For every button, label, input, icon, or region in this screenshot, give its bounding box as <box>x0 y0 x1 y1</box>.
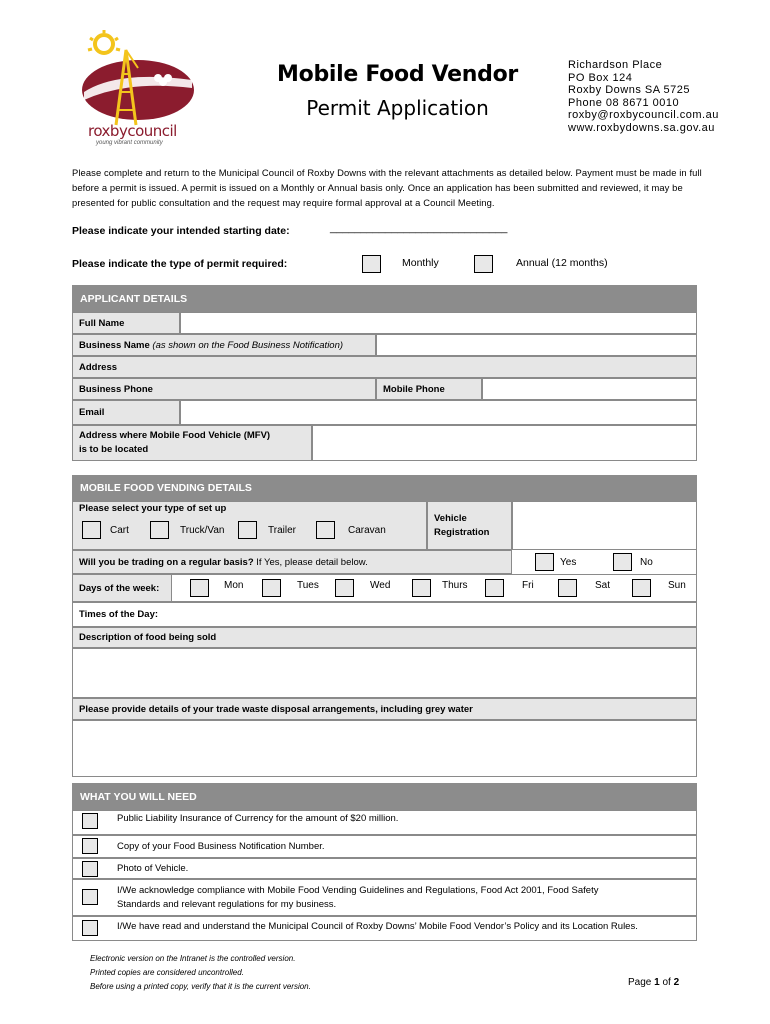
footer-line: Before using a printed copy, verify that it is the current version. <box>90 982 311 991</box>
need-item5-checkbox[interactable] <box>82 920 98 936</box>
council-contact <box>568 59 719 135</box>
waste-field[interactable] <box>72 720 697 777</box>
mon-label: Mon <box>224 580 244 591</box>
yes-checkbox[interactable] <box>535 553 554 571</box>
address-label: Address <box>72 356 697 378</box>
contact-line: PO Box 124 <box>568 71 633 84</box>
mobile-phone-field[interactable] <box>482 378 697 400</box>
logo-graphic <box>78 30 198 130</box>
permit-type-label: Please indicate the type of permit required: <box>72 258 288 270</box>
annual-label: Annual (12 months) <box>516 257 608 269</box>
need-item2: Copy of your Food Business Notification Number. <box>117 841 325 852</box>
page-of: of <box>659 977 674 988</box>
monthly-checkbox[interactable] <box>362 255 381 273</box>
email-field[interactable] <box>180 400 697 425</box>
need-item3-checkbox[interactable] <box>82 861 98 877</box>
contact-line: Phone 08 8671 0010 <box>568 96 680 109</box>
contact-line: Richardson Place <box>568 59 663 71</box>
annual-checkbox[interactable] <box>474 255 493 273</box>
need-item1-checkbox[interactable] <box>82 813 98 829</box>
footer-line: Printed copies are considered uncontrolled. <box>90 968 244 977</box>
trailer-checkbox[interactable] <box>238 521 257 539</box>
cart-label: Cart <box>110 525 129 536</box>
no-checkbox[interactable] <box>613 553 632 571</box>
need-item4-line1: I/We acknowledge compliance with Mobile Food Vending Guidelines and Regulations, Food Act 2001, Food Safety <box>117 885 599 896</box>
need-item1: Public Liability Insurance of Currency for the amount of $20 million. <box>117 813 399 824</box>
rego-line1: Vehicle <box>434 512 467 524</box>
setup-label: Please select your type of set up <box>79 503 227 514</box>
need-item2-checkbox[interactable] <box>82 838 98 854</box>
caravan-checkbox[interactable] <box>316 521 335 539</box>
start-date-label: Please indicate your intended starting date: <box>72 225 290 237</box>
page-title: Mobile Food Vendor <box>277 62 518 87</box>
sun-label: Sun <box>668 580 686 591</box>
days-label: Days of the week: <box>72 574 172 602</box>
email-label: Email <box>72 400 180 425</box>
description-label: Description of food being sold <box>72 627 697 648</box>
mfv-address-line2: is to be located <box>79 444 149 455</box>
logo-brand: roxbycouncil <box>88 122 177 140</box>
rego-field[interactable] <box>512 501 697 550</box>
fri-label: Fri <box>522 580 534 591</box>
footer-line: Electronic version on the Intranet is the controlled version. <box>90 954 296 963</box>
caravan-label: Caravan <box>348 525 386 536</box>
regular-label: Will you be trading on a regular basis? <box>79 557 254 568</box>
monthly-label: Monthly <box>402 257 439 269</box>
truck-label: Truck/Van <box>180 525 225 536</box>
applicant-heading: APPLICANT DETAILS <box>72 285 697 312</box>
full-name-label: Full Name <box>72 312 180 334</box>
mfv-address-field[interactable] <box>312 425 697 461</box>
truck-checkbox[interactable] <box>150 521 169 539</box>
full-name-field[interactable] <box>180 312 697 334</box>
page-subtitle: Permit Application <box>306 96 489 120</box>
sat-checkbox[interactable] <box>558 579 577 597</box>
intro-paragraph: Please complete and return to the Municipal Council of Roxby Downs with the relevant attachments as detailed below. Payment must be made in full before a permit is issued. A permit is issued on a Monthly or Annual basis only. Once an application has been submitted and reviewed, it may be presented for public consultation and the request may require formal approval at a Council Meeting. <box>72 167 702 208</box>
business-name-text: Business Name <box>79 339 150 351</box>
tues-checkbox[interactable] <box>262 579 281 597</box>
sun-checkbox[interactable] <box>632 579 651 597</box>
mfv-address-line1: Address where Mobile Food Vehicle (MFV) <box>79 430 271 441</box>
sat-label: Sat <box>595 580 611 591</box>
page-total: 2 <box>673 977 680 988</box>
need-item4-line2: Standards and relevant regulations for my business. <box>117 899 337 910</box>
need-item5: I/We have read and understand the Municipal Council of Roxby Downs’ Mobile Food Vendor’s Policy and its Location Rules. <box>117 921 638 932</box>
yes-label: Yes <box>560 557 577 568</box>
mobile-phone-label: Mobile Phone <box>376 378 482 400</box>
vending-heading: MOBILE FOOD VENDING DETAILS <box>72 475 697 501</box>
need-item3: Photo of Vehicle. <box>117 863 189 874</box>
contact-website[interactable]: www.roxbydowns.sa.gov.au <box>568 121 715 134</box>
business-name-field[interactable] <box>376 334 697 356</box>
thurs-label: Thurs <box>442 580 468 591</box>
page-number <box>628 977 679 988</box>
tues-label: Tues <box>297 580 319 591</box>
no-label: No <box>640 557 653 568</box>
mon-checkbox[interactable] <box>190 579 209 597</box>
business-name-note: (as shown on the Food Business Notification) <box>152 339 344 351</box>
need-heading: WHAT YOU WILL NEED <box>72 783 697 810</box>
wed-label: Wed <box>370 580 391 591</box>
cart-checkbox[interactable] <box>82 521 101 539</box>
trailer-label: Trailer <box>268 525 296 536</box>
start-date-field[interactable]: _____________________________ <box>330 222 508 234</box>
business-phone-label: Business Phone <box>72 378 376 400</box>
waste-label: Please provide details of your trade waste disposal arrangements, including grey water <box>72 698 697 720</box>
mfv-address-label <box>72 425 312 461</box>
logo-tagline: young vibrant community <box>96 140 163 146</box>
council-logo <box>78 30 198 148</box>
business-name-label <box>72 334 376 356</box>
times-label[interactable]: Times of the Day: <box>72 602 697 627</box>
rego-label <box>427 501 512 550</box>
contact-email[interactable]: roxby@roxbycouncil.com.au <box>568 109 719 122</box>
page-current: 1 <box>654 977 660 988</box>
regular-question <box>79 557 368 568</box>
footer-notes <box>90 952 311 994</box>
rego-line2: Registration <box>434 526 490 538</box>
need-item4-checkbox[interactable] <box>82 889 98 905</box>
fri-checkbox[interactable] <box>485 579 504 597</box>
regular-note: If Yes, please detail below. <box>256 557 368 568</box>
page-prefix: Page <box>628 977 655 988</box>
need-item4 <box>117 884 598 912</box>
thurs-checkbox[interactable] <box>412 579 431 597</box>
contact-line: Roxby Downs SA 5725 <box>568 84 691 97</box>
wed-checkbox[interactable] <box>335 579 354 597</box>
description-field[interactable] <box>72 648 697 698</box>
